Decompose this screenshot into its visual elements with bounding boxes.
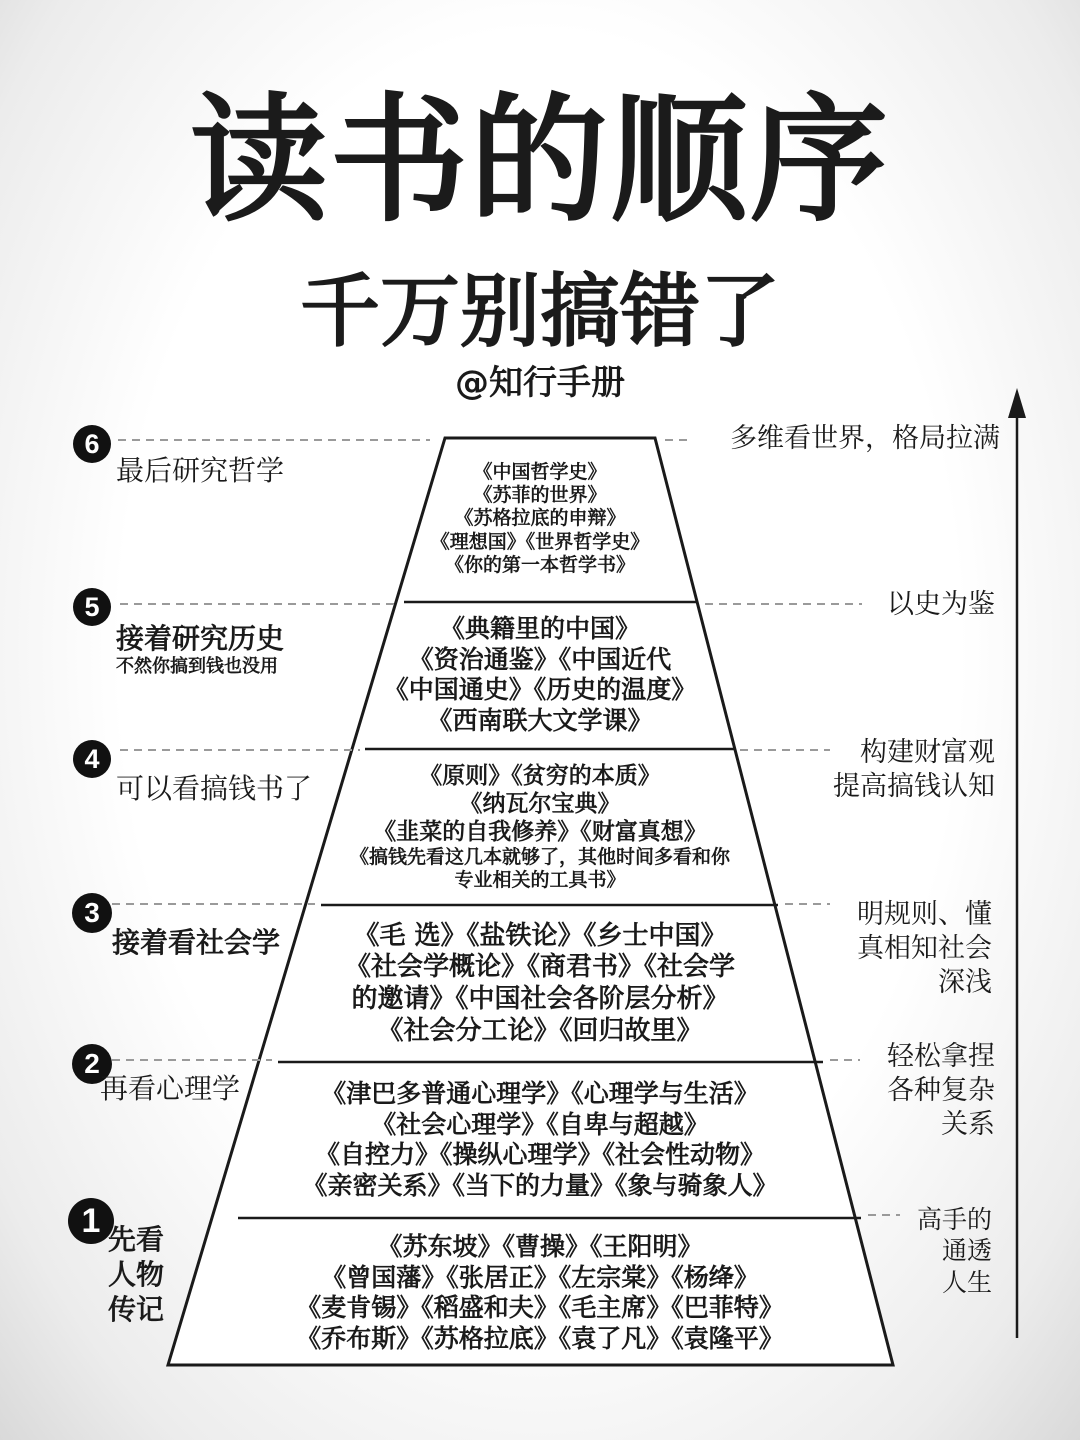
level-label-6: 最后研究哲学 <box>116 454 285 487</box>
book-line: 《搞钱先看这几本就够了，其他时间多看和你 <box>349 845 730 868</box>
page-subtitle: 千万别搞错了 <box>300 265 780 358</box>
book-line: 《社会分工论》《回归故里》 <box>377 1015 703 1046</box>
level-number-6: 6 <box>73 425 111 463</box>
book-list-level-6 <box>0 448 1080 590</box>
level-label-3: 接着看社会学 <box>112 926 281 959</box>
level-note-5: 以史为鉴 <box>887 589 995 620</box>
book-line: 专业相关的工具书》 <box>454 869 626 892</box>
book-list-level-5 <box>0 605 1080 745</box>
book-line: 的邀请》《中国社会各阶层分析》 <box>351 984 729 1014</box>
book-line: 《社会心理学》《自卑与超越》 <box>371 1109 709 1139</box>
book-line: 《曾国藩》《张居正》《左宗棠》《杨绛》 <box>321 1262 759 1292</box>
book-line: 《亲密关系》《当下的力量》《象与骑象人》 <box>302 1170 778 1200</box>
book-line: 《中国哲学史》 <box>473 461 607 484</box>
level-sublabel-5: 不然你搞到钱也没用 <box>116 655 278 677</box>
level-note-1: 高手的 通透 人生 <box>916 1205 992 1297</box>
book-line: 《毛 选》《盐铁论》《乡士中国》 <box>353 920 727 951</box>
level-note-4: 构建财富观 提高搞钱认知 <box>833 737 995 802</box>
book-list-level-4 <box>0 752 1080 902</box>
level-number-5: 5 <box>73 588 111 626</box>
book-line: 《麦肯锡》《稻盛和夫》《毛主席》《巴菲特》 <box>296 1293 784 1322</box>
book-line: 《中国通史》《历史的温度》 <box>383 675 697 704</box>
book-line: 《韭菜的自我修养》《财富真想》 <box>373 818 707 845</box>
book-line: 《社会学概论》《商君书》《社会学 <box>344 952 735 983</box>
level-number-3: 3 <box>72 893 112 933</box>
book-line: 《津巴多普通心理学》《心理学与生活》 <box>321 1079 759 1108</box>
level-label-1: 先看 人物 传记 <box>108 1223 165 1326</box>
book-line: 《苏菲的世界》 <box>473 484 607 507</box>
book-line: 《原则》《贫穷的本质》 <box>419 762 661 789</box>
book-list-level-3 <box>0 910 1080 1058</box>
book-line: 《你的第一本哲学书》 <box>444 553 635 576</box>
book-line: 《纳瓦尔宝典》 <box>459 790 621 817</box>
level-label-2: 再看心理学 <box>100 1072 241 1105</box>
progress-arrow-head-icon <box>1008 388 1026 418</box>
level-label-5: 接着研究历史 不然你搞到钱也没用 <box>116 622 285 677</box>
level-number-4: 4 <box>73 740 111 778</box>
level-number-1: 1 <box>68 1198 114 1244</box>
book-line: 《苏东坡》《曹操》《王阳明》 <box>377 1232 703 1261</box>
level-number-2: 2 <box>72 1044 112 1084</box>
level-note-6: 多维看世界，格局拉满 <box>730 423 1000 454</box>
book-list-level-2 <box>0 1066 1080 1214</box>
level-note-3: 明规则、懂 真相知社会 深浅 <box>857 899 992 998</box>
page-title: 读书的顺序 <box>189 80 890 241</box>
level-note-2: 轻松拿捏 各种复杂 关系 <box>887 1041 995 1140</box>
book-line: 《乔布斯》《苏格拉底》《袁了凡》《袁隆平》 <box>296 1323 784 1353</box>
book-list-level-1 <box>0 1220 1080 1366</box>
book-line: 《资治通鉴》《中国近代 <box>408 644 672 674</box>
book-line: 《典籍里的中国》 <box>439 614 640 643</box>
author-handle: @知行手册 <box>455 363 625 403</box>
book-line: 《苏格拉底的申辩》 <box>454 507 626 530</box>
book-line: 《西南联大文学课》 <box>427 705 653 735</box>
book-line: 《自控力》《操纵心理学》《社会性动物》 <box>314 1140 765 1169</box>
book-line: 《理想国》《世界哲学史》 <box>430 530 650 553</box>
level-label-4: 可以看搞钱书了 <box>116 772 313 805</box>
